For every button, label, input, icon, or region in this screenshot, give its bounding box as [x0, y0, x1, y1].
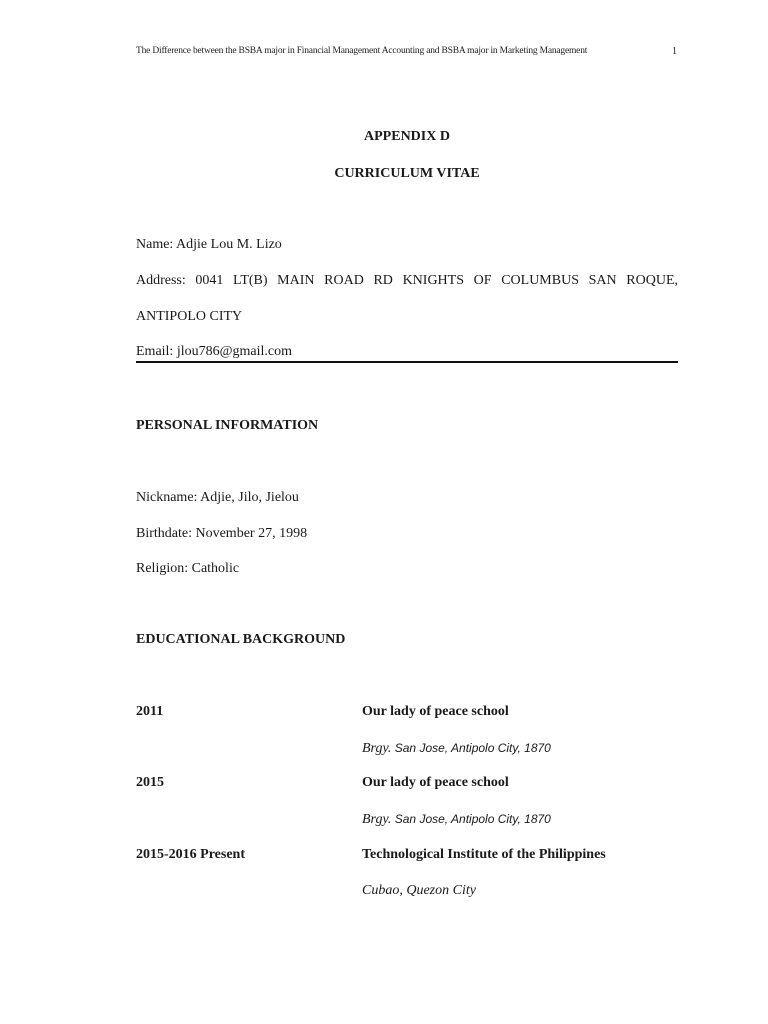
education-school: Technological Institute of the Philippines	[362, 847, 606, 862]
location-rest: San Jose, Antipolo City, 1870	[391, 741, 551, 755]
education-location: Cubao, Quezon City	[362, 883, 476, 898]
education-heading: EDUCATIONAL BACKGROUND	[136, 632, 346, 647]
contact-divider	[136, 361, 678, 363]
education-school: Our lady of peace school	[362, 704, 509, 719]
religion-line: Religion: Catholic	[136, 561, 240, 576]
nickname-line: Nickname: Adjie, Jilo, Jielou	[136, 490, 299, 505]
address-line-1: Address: 0041 LT(B) MAIN ROAD RD KNIGHTS OF COLUMBUS SAN ROQUE,	[136, 273, 678, 288]
education-location	[362, 811, 551, 828]
cv-title: CURRICULUM VITAE	[334, 166, 480, 181]
location-rest: San Jose, Antipolo City, 1870	[391, 812, 551, 826]
appendix-title: APPENDIX D	[364, 129, 450, 144]
education-year: 2015-2016 Present	[136, 847, 245, 862]
page-number: 1	[672, 46, 677, 57]
running-head: The Difference between the BSBA major in Financial Management Accounting and BSBA major in Marketing Management	[136, 46, 588, 56]
email-line: Email: jlou786@gmail.com	[136, 344, 292, 359]
personal-info-heading: PERSONAL INFORMATION	[136, 418, 319, 433]
education-location	[362, 740, 551, 757]
education-school: Our lady of peace school	[362, 775, 509, 790]
address-line-2: ANTIPOLO CITY	[136, 309, 243, 324]
location-prefix: Brgy.	[362, 812, 392, 827]
location-prefix: Brgy.	[362, 741, 392, 756]
name-line: Name: Adjie Lou M. Lizo	[136, 237, 282, 252]
education-year: 2011	[136, 704, 164, 719]
birthdate-line: Birthdate: November 27, 1998	[136, 526, 308, 541]
education-year: 2015	[136, 775, 164, 790]
